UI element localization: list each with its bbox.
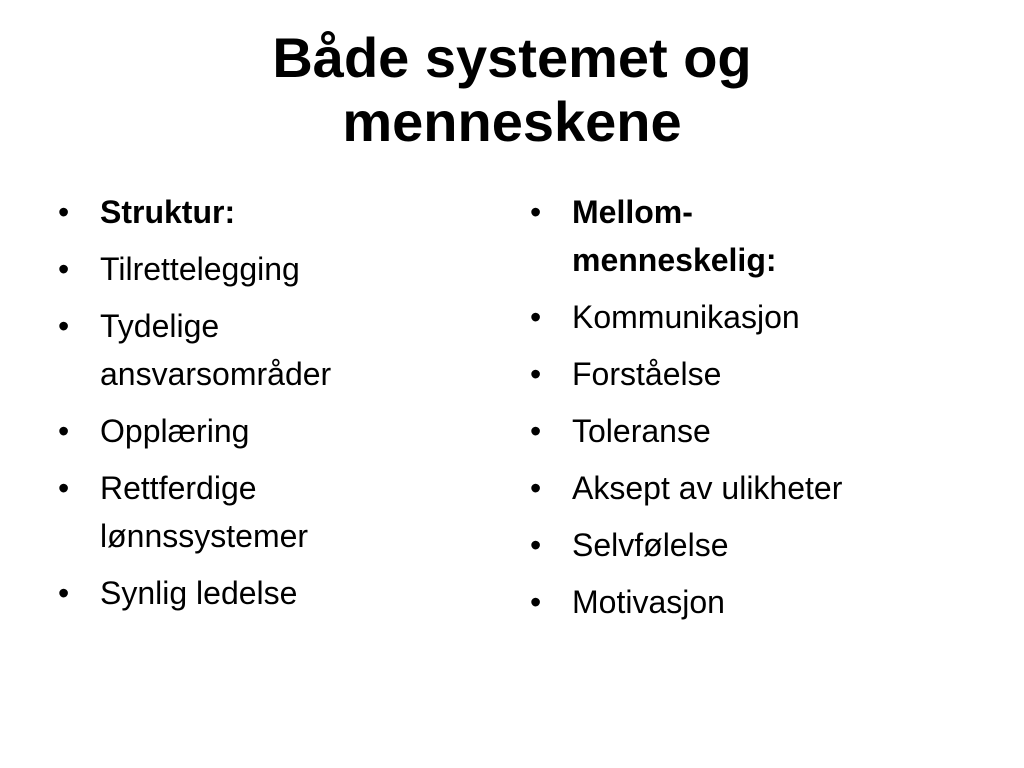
list-item-forstaelse	[530, 350, 970, 398]
list-item-tilrettelegging	[58, 245, 478, 293]
list-item-kommunikasjon	[530, 293, 970, 341]
bullet-icon: •	[58, 413, 70, 449]
bullet-icon: •	[530, 194, 542, 230]
list-item-text: Synlig ledelse	[100, 575, 298, 611]
list-item-mellommenneskelig	[530, 188, 970, 284]
bullet-icon: •	[530, 356, 542, 392]
list-item-text: Mellom-menneskelig:	[572, 194, 777, 278]
list-item-aksept-av-ulikheter	[530, 464, 970, 512]
list-item-text: Selvfølelse	[572, 527, 729, 563]
bullet-icon: •	[58, 194, 70, 230]
bullet-icon: •	[58, 470, 70, 506]
list-item-text: Rettferdige lønnssystemer	[100, 470, 309, 554]
bullet-icon: •	[58, 251, 70, 287]
list-item-selvfolelse	[530, 521, 970, 569]
list-item-text: Aksept av ulikheter	[572, 470, 843, 506]
list-item-text: Tydelige ansvarsområder	[100, 308, 332, 392]
left-bullet-list	[58, 188, 478, 626]
bullet-icon: •	[530, 527, 542, 563]
list-item-text: Opplæring	[100, 413, 250, 449]
bullet-icon: •	[58, 575, 70, 611]
right-bullet-list	[530, 188, 970, 635]
slide-title	[0, 26, 1024, 154]
list-item-rettferdige-lonnssystemer	[58, 464, 478, 560]
list-item-opplaering	[58, 407, 478, 455]
slide-title-line-1: Både systemet og	[272, 26, 752, 89]
list-item-text: Forståelse	[572, 356, 722, 392]
list-item-text: Tilrettelegging	[100, 251, 300, 287]
bullet-icon: •	[530, 299, 542, 335]
list-item-synlig-ledelse	[58, 569, 478, 617]
list-item-text: Toleranse	[572, 413, 711, 449]
list-item-tydelige-ansvarsomrader	[58, 302, 478, 398]
slide-title-line-2: menneskene	[342, 90, 682, 153]
list-item-text: Kommunikasjon	[572, 299, 800, 335]
list-item-text: Struktur:	[100, 194, 236, 230]
list-item-toleranse	[530, 407, 970, 455]
list-item-text: Motivasjon	[572, 584, 725, 620]
list-item-motivasjon	[530, 578, 970, 626]
bullet-icon: •	[530, 413, 542, 449]
bullet-icon: •	[530, 470, 542, 506]
bullet-icon: •	[58, 308, 70, 344]
list-item-struktur	[58, 188, 478, 236]
bullet-icon: •	[530, 584, 542, 620]
